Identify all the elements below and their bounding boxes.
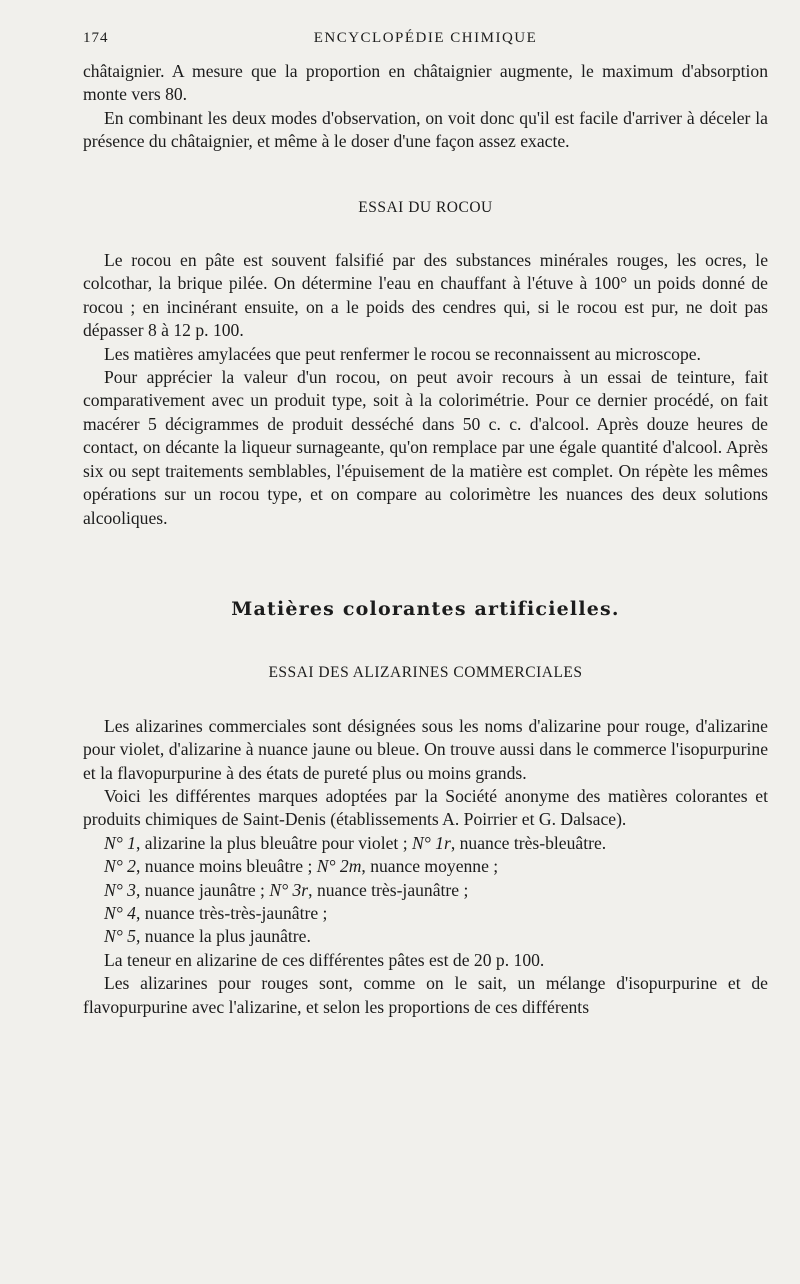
mark-description: , alizarine la plus bleuâtre pour violet ;	[135, 832, 412, 853]
mark-number: N° 2	[104, 856, 136, 877]
mark-number: N° 3	[104, 879, 136, 900]
list-item	[83, 902, 768, 925]
mark-description: , nuance jaunâtre ;	[135, 879, 270, 900]
paragraph: Voici les différentes marques adoptées par la Société anonyme des matières colorantes et produits chimiques de Saint-Denis (établissements A. Poirrier et G. Dalsace).	[83, 785, 768, 830]
list-item	[83, 879, 768, 902]
mark-number: N° 5	[104, 926, 136, 947]
paragraph: Le rocou en pâte est souvent falsifié par des substances minérales rouges, les ocres, le colcothar, la brique pilée. On détermine l'eau en chauffant à l'étuve à 100° un poids donné de rocou ; en incinérant ensuite, on a le poids des cendres qui, si le rocou est pur, ne doit pas dépasser 8 à 12 p. 100.	[83, 250, 768, 341]
mark-number: N° 1	[104, 832, 136, 853]
mark-description: , nuance très-jaunâtre ;	[308, 879, 469, 900]
running-title: ENCYCLOPÉDIE CHIMIQUE	[313, 30, 538, 46]
mark-description: , nuance moins bleuâtre ;	[135, 856, 317, 877]
list-item	[83, 855, 768, 878]
paragraph: La teneur en alizarine de ces différentes pâtes est de 20 p. 100.	[104, 949, 545, 970]
mark-description: , nuance la plus jaunâtre.	[135, 926, 311, 947]
page-number: 174	[83, 30, 109, 46]
mark-description: , nuance très-bleuâtre.	[450, 832, 607, 853]
marks-list	[83, 832, 768, 949]
mark-description: , nuance moyenne ;	[361, 856, 499, 877]
mark-number: N° 4	[104, 902, 136, 923]
section-heading-rocou: ESSAI DU ROCOU	[358, 198, 493, 216]
mark-number: N° 2m	[316, 856, 362, 877]
mark-description: , nuance très-très-jaunâtre ;	[135, 902, 328, 923]
book-page	[83, 30, 768, 1019]
body-text	[83, 60, 768, 1019]
paragraph: châtaignier. A mesure que la proportion en châtaignier augmente, le maximum d'absorption monte vers 80.	[83, 61, 768, 105]
list-item	[83, 925, 768, 948]
mark-number: N° 3r	[269, 879, 309, 900]
running-head	[83, 30, 768, 60]
mark-number: N° 1r	[412, 832, 451, 853]
chapter-heading: Matières colorantes artificielles.	[231, 597, 620, 620]
paragraph: Les alizarines pour rouges sont, comme on le sait, un mélange d'isopurpurine et de flavopurpurine avec l'alizarine, et selon les proportions de ces différents	[83, 973, 768, 1017]
paragraph: En combinant les deux modes d'observation, on voit donc qu'il est facile d'arriver à déceler la présence du châtaignier, et même à le doser d'une façon assez exacte.	[83, 107, 768, 152]
list-item	[83, 832, 768, 855]
paragraph: Les matières amylacées que peut renfermer le rocou se reconnaissent au microscope.	[104, 343, 701, 364]
paragraph: Pour apprécier la valeur d'un rocou, on peut avoir recours à un essai de teinture, fait comparativement avec un produit type, soit à la colorimétrie. Pour ce dernier procédé, on fait macérer 5 décigrammes de produit desséché dans 50 c. c. d'alcool. Après douze heures de contact, on décante la liqueur surnageante, qu'on remplace par une égale quantité d'alcool. Après six ou sept traitements semblables, l'épuisement de la matière est complet. On répète les mêmes opérations sur un rocou type, et on compare au colorimètre les nuances des deux solutions alcooliques.	[83, 367, 768, 528]
paragraph: Les alizarines commerciales sont désignées sous les noms d'alizarine pour rouge, d'alizarine pour violet, d'alizarine à nuance jaune ou bleue. On trouve aussi dans le commerce l'isopurpurine et la flavopurpurine à des états de pureté plus ou moins grands.	[83, 715, 768, 783]
section-heading-alizarines: ESSAI DES ALIZARINES COMMERCIALES	[268, 664, 583, 682]
